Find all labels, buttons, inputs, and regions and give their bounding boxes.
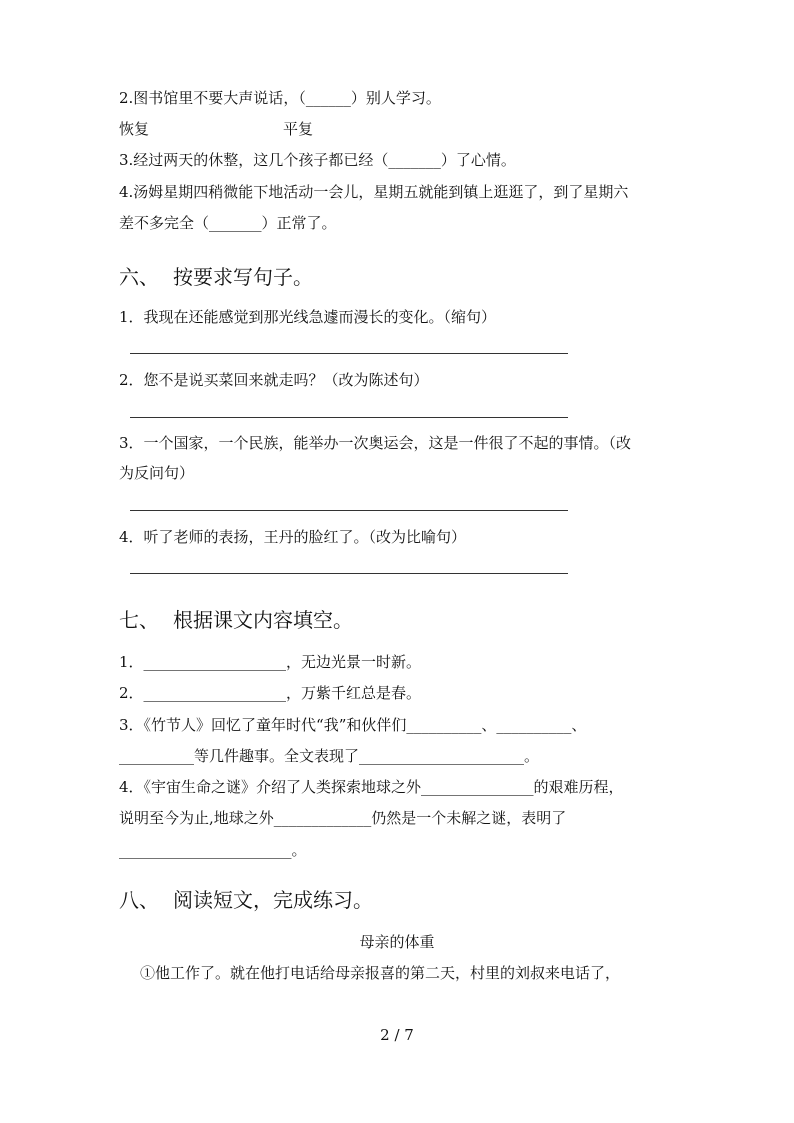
section-number: 八、 bbox=[119, 888, 159, 912]
question-line: 说明至今为止,地球之外_____________仍然是一个未解之谜，表明了 bbox=[119, 809, 567, 827]
section-title: 根据课文内容填空。 bbox=[173, 608, 353, 632]
page-number: 2 / 7 bbox=[380, 1026, 414, 1044]
answer-line[interactable] bbox=[130, 353, 568, 354]
question-line: 3．一个国家，一个民族，能举办一次奥运会，这是一件很了不起的事情。（改 bbox=[119, 434, 632, 452]
question-line: _______________________。 bbox=[119, 841, 307, 859]
answer-line[interactable] bbox=[130, 510, 568, 511]
question-line: 2.图书馆里不要大声说话，（______）别人学习。 bbox=[119, 89, 441, 107]
passage-paragraph: ①他工作了。就在他打电话给母亲报喜的第二天，村里的刘叔来电话了， bbox=[140, 964, 621, 982]
section-number: 七、 bbox=[119, 608, 159, 632]
question-line: 4．听了老师的表扬，王丹的脸红了。（改为比喻句） bbox=[119, 528, 467, 546]
passage-title: 母亲的体重 bbox=[359, 933, 435, 951]
question-line: __________等几件趣事。全文表现了______________________。 bbox=[119, 747, 540, 765]
answer-line[interactable] bbox=[130, 573, 568, 574]
question-line: 1．我现在还能感觉到那光线急遽而漫长的变化。（缩句） bbox=[119, 308, 497, 326]
question-line: 2．您不是说买菜回来就走吗？（改为陈述句） bbox=[119, 371, 429, 389]
section-heading bbox=[119, 264, 313, 290]
question-line: 2．___________________，万紫千红总是春。 bbox=[119, 684, 422, 702]
section-heading bbox=[119, 887, 373, 913]
section-title: 阅读短文，完成练习。 bbox=[173, 888, 373, 912]
section-title: 按要求写句子。 bbox=[173, 265, 313, 289]
question-line: 1．___________________，无边光景一时新。 bbox=[119, 653, 422, 671]
word-option: 平复 bbox=[283, 120, 314, 138]
section-heading bbox=[119, 607, 353, 633]
question-line: 为反问句） bbox=[119, 464, 195, 482]
question-line: 4.汤姆星期四稍微能下地活动一会儿，星期五就能到镇上逛逛了，到了星期六 bbox=[119, 183, 629, 201]
question-line: 差不多完全（_______）正常了。 bbox=[119, 214, 337, 232]
answer-line[interactable] bbox=[130, 417, 568, 418]
word-option: 恢复 bbox=[119, 120, 150, 138]
question-line: 3.经过两天的休整，这几个孩子都已经（_______）了心情。 bbox=[119, 151, 516, 169]
question-line: 4．《宇宙生命之谜》介绍了人类探索地球之外_______________的艰难历程， bbox=[119, 778, 624, 796]
section-number: 六、 bbox=[119, 265, 159, 289]
question-line: 3．《竹节人》回忆了童年时代“我”和伙伴们__________、__________、 bbox=[119, 716, 587, 734]
